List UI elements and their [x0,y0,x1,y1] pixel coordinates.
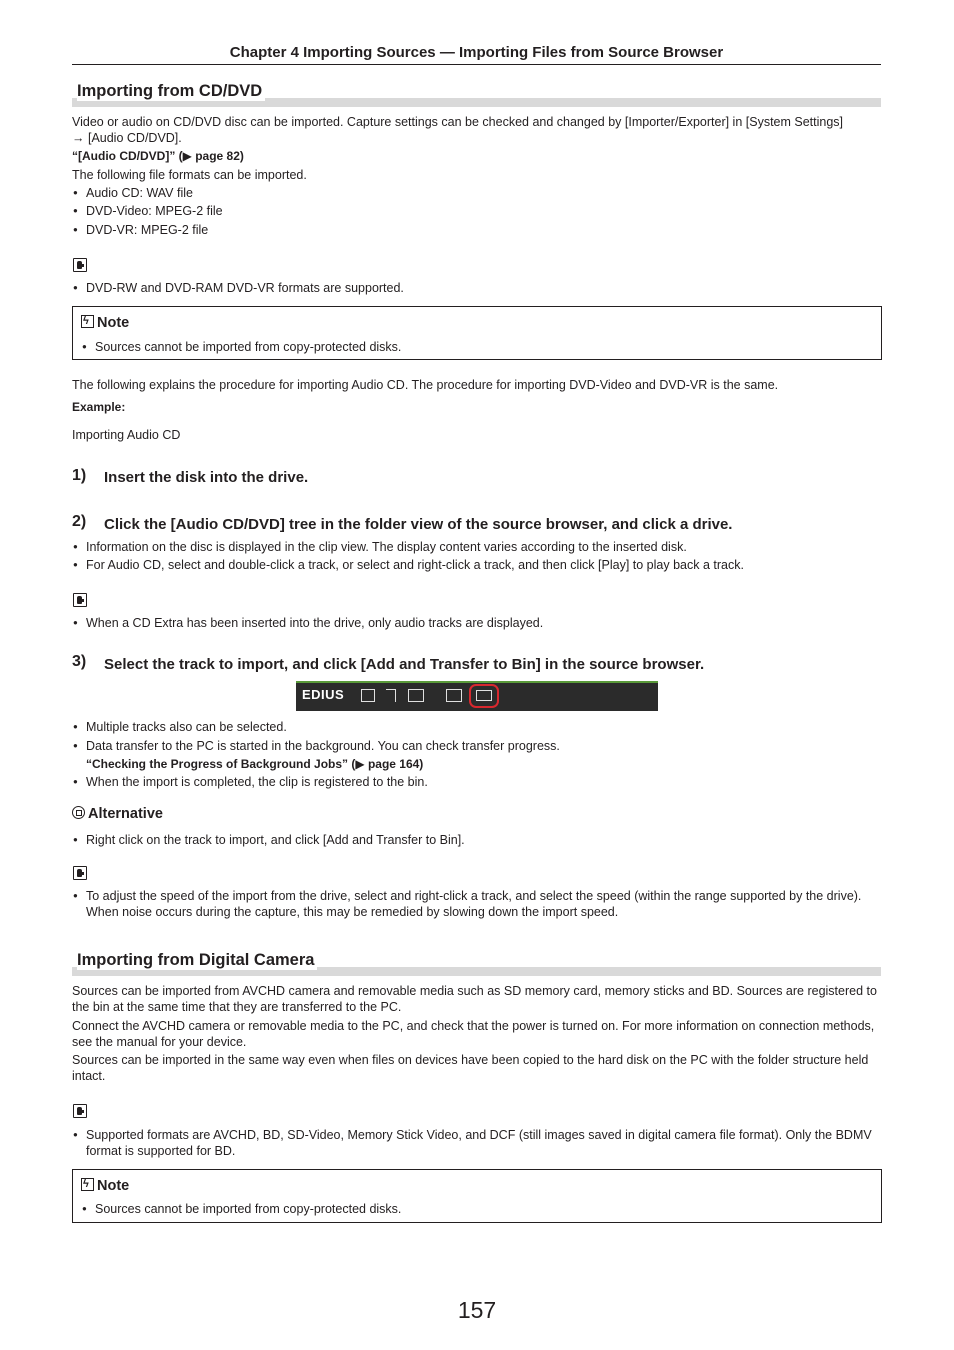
note-heading: ϟNote [81,1178,129,1194]
list-item: ● Right click on the track to import, and click [Add and Transfer to Bin]. [72,832,872,848]
tip-icon [73,258,87,272]
note-heading: ϟNote [81,315,129,331]
background-jobs-link[interactable]: “Checking the Progress of Background Jobs” (▶ page 164) [86,757,424,771]
paragraph: Sources can be imported from AVCHD camera and removable media such as SD memory card, memory sticks and BD. Sources are registered to the bin at the same time that they are transferred to the PC. [72,984,877,1014]
view-mode-icon[interactable] [408,689,424,702]
step-number: 3) [72,653,87,670]
list-item: ● When the import is completed, the clip is registered to the bin. [72,774,872,790]
highlight-frame [469,684,499,708]
list-item: ● DVD-RW and DVD-RAM DVD-VR formats are supported. [72,280,872,296]
step-number: 2) [72,513,87,530]
list-item: ● Sources cannot be imported from copy-protected disks. [81,339,871,355]
note-icon [81,1178,94,1191]
tip-icon [73,593,87,607]
list-item: ● Multiple tracks also can be selected. [72,719,872,735]
list-item: ● Information on the disc is displayed in the clip view. The display content varies according to the inserted disk. [72,539,872,555]
audio-cd-dvd-link[interactable]: “[Audio CD/DVD]” (▶ page 82) [72,149,244,163]
tip-icon [73,1104,87,1118]
step-number: 1) [72,467,87,484]
note-icon [81,315,94,328]
header-rule [72,64,881,65]
section-title: Importing from Digital Camera [77,950,317,970]
folder-icon[interactable] [361,689,375,702]
section-heading-digital-camera [72,950,881,976]
list-item: ● For Audio CD, select and double-click a track, or select and right-click a track, and then click [Play] to play back a track. [72,557,872,573]
step-text: Click the [Audio CD/DVD] tree in the folder view of the source browser, and click a drive. [104,516,733,533]
list-item: ● To adjust the speed of the import from the drive, select and right-click a track, and select the speed (within the range supported by the drive). When noise occurs during the capture, this may be remedied by slowing down the import speed. [72,888,872,920]
alternative-icon [72,806,85,819]
list-item: ● DVD-VR: MPEG-2 file [72,222,872,238]
step-text: Insert the disk into the drive. [104,469,309,486]
example-label: Example: [72,400,126,414]
section-title: Importing from CD/DVD [77,81,265,101]
procedure-text: The following explains the procedure for importing Audio CD. The procedure for importing DVD-Video and DVD-VR is the same. [72,378,779,392]
note-box [72,1169,882,1223]
paragraph: Sources can be imported in the same way even when files on devices have been copied to the hard disk on the PC with the folder structure held intact. [72,1053,869,1083]
page-number: 157 [457,1297,497,1323]
section-heading-cd-dvd [72,81,881,107]
tip-icon [73,866,87,880]
list-item: ● Audio CD: WAV file [72,185,872,201]
up-folder-icon[interactable] [386,689,396,702]
chapter-header: Chapter 4 Importing Sources — Importing Files from Source Browser [229,44,724,61]
list-item: ● Supported formats are AVCHD, BD, SD-Video, Memory Stick Video, and DCF (still images saved in digital camera file format). Only the BDMV format is supported for BD. [72,1127,872,1159]
alternative-heading: Alternative [72,806,163,822]
list-item: ● Data transfer to the PC is started in the background. You can check transfer progress. [72,738,872,754]
source-browser-toolbar [296,681,658,711]
intro-text: Video or audio on CD/DVD disc can be imported. Capture settings can be checked and changed by [Importer/Exporter] in [System Settings] [72,115,844,129]
list-item: ● DVD-Video: MPEG-2 file [72,203,872,219]
note-box [72,306,882,360]
window-icon[interactable] [446,689,462,702]
list-item: ● Sources cannot be imported from copy-protected disks. [81,1201,871,1217]
edius-logo: EDIUS [302,687,345,702]
intro-text-cont: → [Audio CD/DVD]. [72,131,182,145]
paragraph: Connect the AVCHD camera or removable media to the PC, and check that the power is turned on. For more information on connection methods, see the manual for your device. [72,1019,875,1049]
formats-lead: The following file formats can be imported. [72,168,307,182]
example-text: Importing Audio CD [72,428,181,442]
step-text: Select the track to import, and click [Add and Transfer to Bin] in the source browser. [104,656,705,673]
list-item: ● When a CD Extra has been inserted into the drive, only audio tracks are displayed. [72,615,872,631]
